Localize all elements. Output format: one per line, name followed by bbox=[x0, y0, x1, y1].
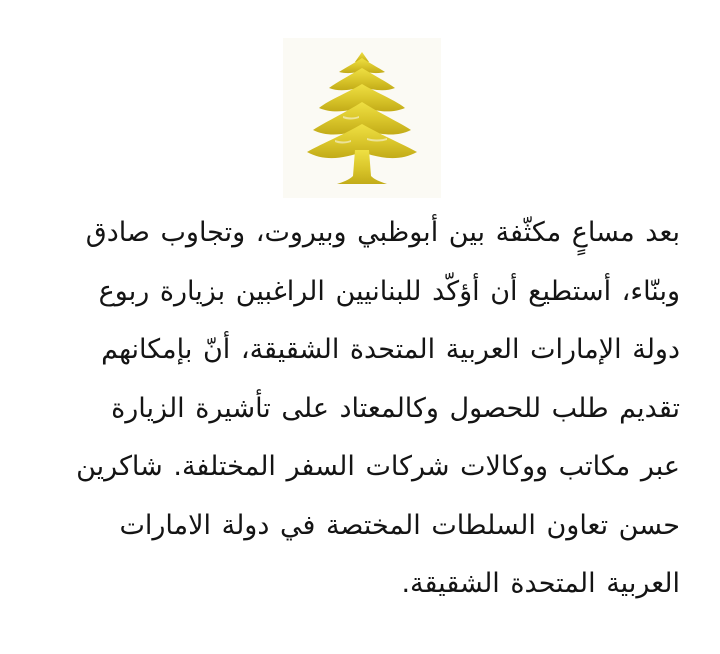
cedar-emblem bbox=[283, 38, 441, 198]
statement-line: العربية المتحدة الشقيقة. bbox=[401, 568, 680, 599]
statement-line: بعد مساعٍ مكثّفة بين أبوظبي وبيروت، وتجاوب صادق bbox=[85, 217, 680, 248]
cedar-tree-icon bbox=[283, 38, 441, 198]
statement-line: عبر مكاتب ووكالات شركات السفر المختلفة. شاكرين bbox=[76, 451, 680, 482]
statement-line: دولة الإمارات العربية المتحدة الشقيقة، أنّ بإمكانهم bbox=[101, 334, 680, 365]
statement-text bbox=[40, 204, 680, 614]
statement-line: تقديم طلب للحصول وكالمعتاد على تأشيرة الزيارة bbox=[111, 392, 680, 424]
statement-line: حسن تعاون السلطات المختصة في دولة الامارات bbox=[119, 509, 680, 541]
statement-line: وبنّاء، أستطيع أن أؤكّد للبنانيين الراغبين بزيارة ربوع bbox=[98, 275, 680, 307]
